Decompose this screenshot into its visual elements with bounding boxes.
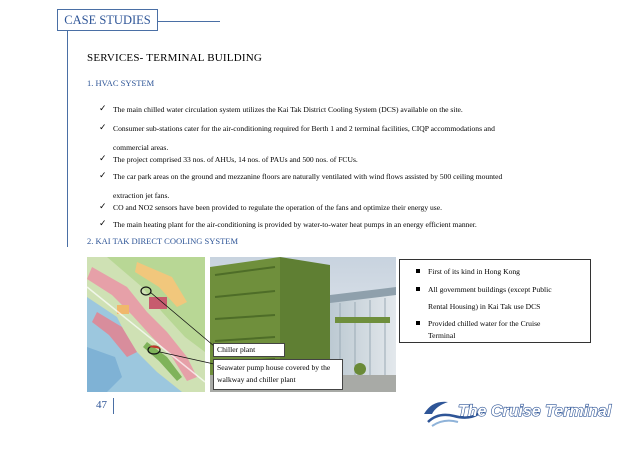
hvac-heading: 1. HVAC SYSTEM xyxy=(87,78,155,88)
checkmark-icon: ✓ xyxy=(99,171,107,181)
cruise-terminal-logo xyxy=(418,392,614,430)
dcs-heading: 2. KAI TAK DIRECT COOLING SYSTEM xyxy=(87,236,239,246)
checkmark-icon: ✓ xyxy=(99,219,107,229)
info-text: All government buildings (except Public xyxy=(428,285,552,294)
page-title: SERVICES- TERMINAL BUILDING xyxy=(87,52,263,64)
bullet-text: The main chilled water circulation system utilizes the Kai Tak District Cooling System (DCS) available on the site. xyxy=(113,105,463,114)
info-text-continued: Rental Housing) in Kai Tak use DCS xyxy=(428,302,541,311)
info-text: First of its kind in Hong Kong xyxy=(428,267,520,276)
info-text: Provided chilled water for the Cruise xyxy=(428,319,541,328)
page-number: 47 xyxy=(96,399,107,411)
footer-divider xyxy=(113,398,114,414)
bullet-text: The project comprised 33 nos. of AHUs, 14 nos. of PAUs and 500 nos. of FCUs. xyxy=(113,155,358,164)
info-text-continued: Terminal xyxy=(428,331,456,340)
svg-text:The Cruise Terminal: The Cruise Terminal xyxy=(458,403,612,420)
seawater-pump-caption: Seawater pump house covered by the walkway and chiller plant xyxy=(213,359,343,390)
checkmark-icon: ✓ xyxy=(99,154,107,164)
bullet-text: CO and NO2 sensors have been provided to regulate the operation of the fans and optimize their energy use. xyxy=(113,203,443,212)
bullet-text: The main heating plant for the air-conditioning is provided by water-to-water heat pumps in an energy efficient manner. xyxy=(113,220,477,229)
checkmark-icon: ✓ xyxy=(99,104,107,114)
case-studies-tab: CASE STUDIES xyxy=(57,9,158,31)
chiller-plant-caption: Chiller plant xyxy=(213,343,285,357)
bullet-text: The car park areas on the ground and mezzanine floors are naturally ventilated with wind flows assisted by 500 ceiling mounted xyxy=(113,172,503,181)
bullet-text: Consumer sub-stations cater for the air-conditioning required for Berth 1 and 2 terminal facilities, CIQP accommodations and xyxy=(113,124,495,133)
bullet-text-continued: commercial areas. xyxy=(113,143,169,152)
checkmark-icon: ✓ xyxy=(99,123,107,133)
bullet-text-continued: extraction jet fans. xyxy=(113,191,170,200)
checkmark-icon: ✓ xyxy=(99,202,107,212)
